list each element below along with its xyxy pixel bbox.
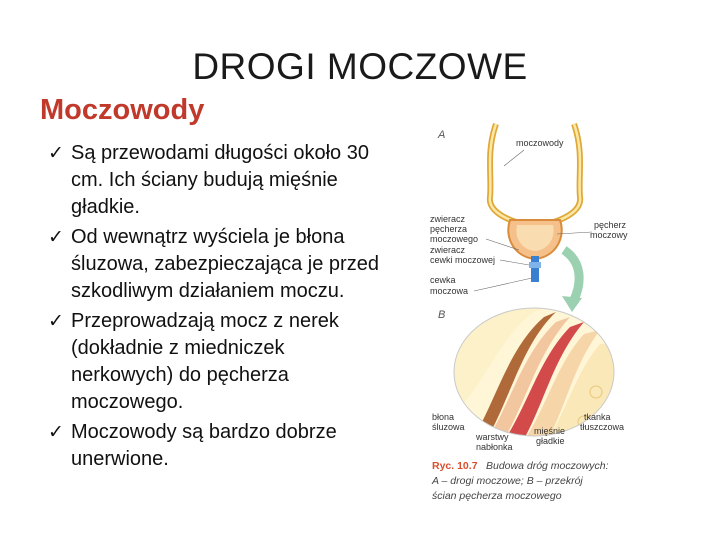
label-tkanka: tkanka bbox=[584, 412, 611, 422]
label-moczowody: moczowody bbox=[516, 138, 564, 148]
leader-line bbox=[504, 150, 524, 166]
panel-a-label: A bbox=[438, 129, 446, 141]
zoom-arrow-head bbox=[562, 296, 582, 312]
label-cewki-moczowej: cewki moczowej bbox=[430, 255, 496, 265]
bullet-text: Są przewodami długości około 30 cm. Ich ściany budują mięśnie gładkie. bbox=[71, 142, 369, 218]
bullet-text: Moczowody są bardzo dobrze unerwione. bbox=[71, 421, 337, 470]
slide-title: DROGI MOCZOWE bbox=[192, 46, 528, 87]
left-ureter bbox=[490, 124, 516, 222]
bullet-text: Przeprowadzają mocz z nerek (dokładnie z miedniczek nerkowych) do pęcherza moczowego. bbox=[71, 310, 339, 413]
bullet-item bbox=[48, 308, 388, 416]
bullet-item bbox=[48, 140, 388, 221]
label-moczowa: moczowa bbox=[430, 286, 469, 296]
urethra-sphincter bbox=[529, 262, 541, 268]
label-sluzowa: śluzowa bbox=[432, 422, 465, 432]
label-pecherza: pęcherza bbox=[430, 224, 468, 234]
figure-caption-line-2: A – drogi moczowe; B – przekrój bbox=[432, 475, 583, 487]
leader-line bbox=[474, 278, 532, 291]
bullet-text: Od wewnątrz wyściela je błona śluzowa, zabezpieczająca je przed szkodliwym działaniem moczu. bbox=[71, 226, 379, 302]
caption-text: Budowa dróg moczowych: bbox=[486, 460, 609, 472]
panel-b-label: B bbox=[438, 309, 446, 321]
label-nablonka: nabłonka bbox=[476, 442, 513, 452]
label-tluszczowa: tłuszczowa bbox=[580, 422, 625, 432]
urethra bbox=[531, 256, 539, 282]
label-gladkie: gładkie bbox=[536, 436, 565, 446]
label-moczowego: moczowego bbox=[430, 234, 479, 244]
caption-number: Ryc. 10.7 bbox=[432, 460, 478, 472]
checkmark-icon: ✓ bbox=[48, 311, 64, 332]
figure-caption-line-1 bbox=[432, 456, 609, 473]
checkmark-icon: ✓ bbox=[48, 422, 64, 443]
label-moczowy: moczowy bbox=[590, 230, 628, 240]
label-zwieracz: zwieracz bbox=[430, 214, 466, 224]
section-subtitle: Moczowody bbox=[40, 94, 205, 126]
zoom-arrow bbox=[564, 250, 579, 300]
bullet-list bbox=[48, 140, 388, 476]
label-zwieracz: zwieracz bbox=[430, 245, 466, 255]
figure-caption-line-3: ścian pęcherza moczowego bbox=[432, 490, 562, 502]
label-blona: błona bbox=[432, 412, 455, 422]
checkmark-icon: ✓ bbox=[48, 227, 64, 248]
label-cewka: cewka bbox=[430, 275, 456, 285]
bullet-item bbox=[48, 224, 388, 305]
leader-line bbox=[500, 260, 529, 265]
checkmark-icon: ✓ bbox=[48, 143, 64, 164]
label-warstwy: warstwy bbox=[476, 432, 509, 442]
bullet-item bbox=[48, 419, 388, 473]
urinary-tract-figure bbox=[424, 122, 638, 507]
label-miesnie: mięśnie bbox=[534, 426, 566, 436]
label-pecherz: pęcherz bbox=[594, 220, 627, 230]
